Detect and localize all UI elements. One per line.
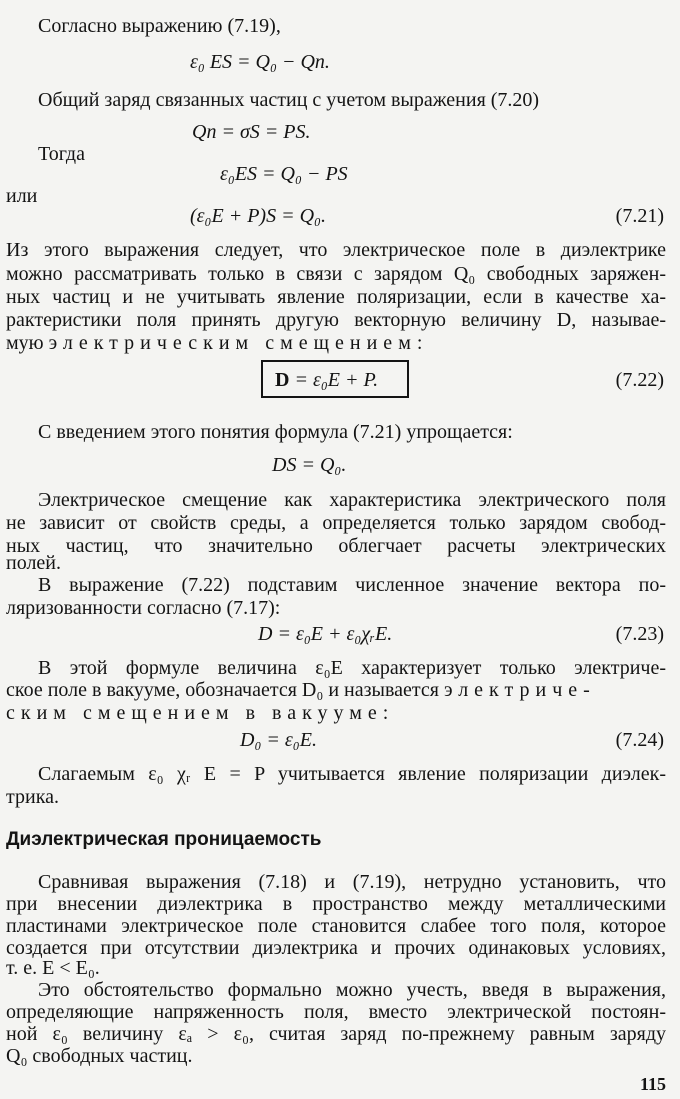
equation-number: (7.22) bbox=[615, 369, 664, 391]
paragraph-line: Электрическое смещение как характеристика электрического поля bbox=[38, 489, 666, 511]
text-line: или bbox=[6, 185, 38, 207]
paragraph-line bbox=[6, 701, 666, 725]
paragraph-line: Сравнивая выражения (7.18) и (7.19), нетрудно установить, что bbox=[38, 871, 666, 893]
text-fragment: : bbox=[382, 702, 389, 724]
paragraph-line: ляризованности согласно (7.17): bbox=[6, 597, 281, 619]
paragraph-line: ных частиц, что значительно облегчает расчеты электрических bbox=[6, 535, 666, 557]
paragraph-line: рактеристики поля принять другую векторную величину D, называе- bbox=[6, 309, 666, 331]
section-heading: Диэлектрическая проницаемость bbox=[6, 829, 322, 850]
paragraph-line: В этой формуле величина ε₀E характеризует только электриче- bbox=[38, 657, 666, 679]
spaced-term: электриче- bbox=[443, 679, 596, 701]
paragraph-line: при внесении диэлектрика в пространство между металлическими bbox=[6, 893, 666, 915]
paragraph-line: определяющие напряженность поля, вместо электрической постоян- bbox=[6, 1001, 666, 1023]
text-line: С введением этого понятия формула (7.21) упрощается: bbox=[38, 421, 513, 443]
paragraph-line: можно рассматривать только в связи с зарядом Q₀ свободных заряжен- bbox=[6, 263, 666, 285]
paragraph-line: т. е. E < E₀. bbox=[6, 957, 100, 979]
paragraph-line: Из этого выражения следует, что электрическое поле в диэлектрике bbox=[6, 239, 666, 261]
paragraph-line bbox=[6, 331, 666, 355]
formula-7-24: D₀ = ε₀E. bbox=[240, 729, 317, 751]
paragraph-line: не зависит от свойств среды, а определяется только зарядом свобод- bbox=[6, 512, 666, 534]
formula-ds: DS = Q₀. bbox=[272, 454, 347, 476]
paragraph-line: Q₀ свободных частиц. bbox=[6, 1045, 193, 1067]
paragraph-line: создается при отсутствии диэлектрика и прочих одинаковых условиях, bbox=[6, 937, 666, 959]
paragraph-line: ных частиц и не учитывать явление поляризации, если в качестве ха- bbox=[6, 286, 666, 308]
formula-7-22 bbox=[275, 368, 378, 392]
text-line: Общий заряд связанных частиц с учетом выражения (7.20) bbox=[38, 89, 540, 111]
intro-line: Согласно выражению (7.19), bbox=[38, 15, 281, 37]
formula-rest: = ε₀E + P. bbox=[289, 369, 379, 391]
equation-number: (7.21) bbox=[615, 205, 664, 227]
paragraph-line bbox=[6, 678, 666, 702]
text-fragment: ское поле в вакууме, обозначается D₀ и называется bbox=[6, 679, 444, 701]
paragraph-line: полей. bbox=[6, 552, 61, 574]
formula-bound-charge: Qп = σS = PS. bbox=[192, 121, 311, 143]
paragraph-line: Слагаемым ε₀ χᵣ E = P учитывается явление поляризации диэлек- bbox=[38, 763, 666, 785]
paragraph-line: В выражение (7.22) подставим численное значение вектора по- bbox=[38, 574, 666, 596]
page-number: 115 bbox=[639, 1074, 666, 1094]
paragraph-line: Это обстоятельство формально можно учесть, введя в выражения, bbox=[38, 979, 666, 1001]
formula-7-23: D = ε₀E + ε₀χᵣE. bbox=[258, 623, 393, 645]
paragraph-line: трика. bbox=[6, 786, 59, 808]
formula-epsilon: ε₀ES = Q₀ − PS bbox=[220, 163, 348, 185]
text-fragment: мую bbox=[6, 332, 49, 354]
paragraph-line: ной ε₀ величину εₐ > ε₀, считая заряд по-прежнему равным заряду bbox=[6, 1023, 666, 1045]
boxed-formula-7-22 bbox=[261, 360, 409, 398]
text-line: Тогда bbox=[38, 143, 85, 165]
text-fragment: : bbox=[416, 332, 423, 354]
formula-7-19-derived: ε₀ ES = Q₀ − Qп. bbox=[190, 51, 330, 73]
equation-number: (7.24) bbox=[615, 729, 664, 751]
spaced-term: ским смещением в вакууме bbox=[6, 702, 383, 724]
paragraph-line: пластинами электрическое поле становится слабее того поля, которое bbox=[6, 915, 666, 937]
equation-number: (7.23) bbox=[615, 623, 664, 645]
formula-7-21: (ε₀E + P)S = Q₀. bbox=[190, 205, 326, 227]
spaced-term: электрическим смещением bbox=[48, 332, 417, 354]
vector-d: D bbox=[275, 369, 290, 391]
